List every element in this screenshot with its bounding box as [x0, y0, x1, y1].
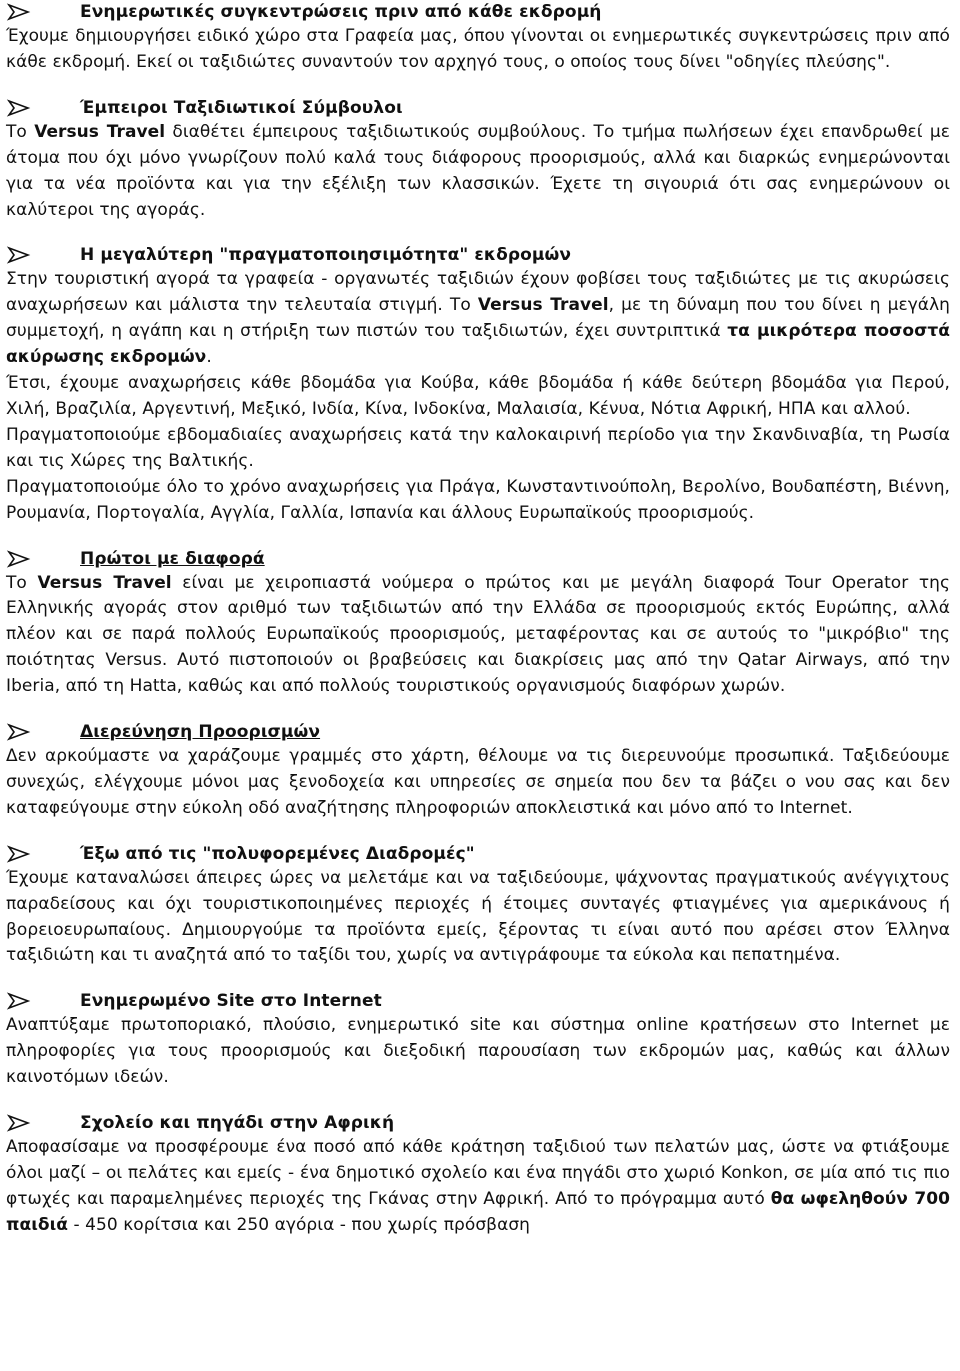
paragraph: Έχουμε δημιουργήσει ειδικό χώρο στα Γραφεία μας, όπου γίνονται οι ενημερωτικές συγκεντρώσεις πριν από κάθε εκδρομή. Εκεί οι ταξιδιώτες συναντούν τον αρχηγό τους, ο οποίος τους δίνει "οδηγίες πλεύσης". [6, 26, 950, 72]
arrow-bullet-icon [6, 992, 32, 1010]
section-heading [6, 243, 950, 267]
paragraph: Το Versus Travel διαθέτει έμπειρους ταξιδιωτικούς συμβούλους. Το τμήμα πωλήσεων έχει επανδρωθεί με άτομα που όχι μόνο γνωρίζουν πολύ καλά τους διάφορους προορισμούς, αλλά και διαρκώς ενημερώνονται για τα νέα προϊόντα και για την εξέλιξη των κλασσικών. Έχετε τη σιγουριά ότι σας ενημερώνουν οι καλύτεροι της αγοράς. [6, 121, 950, 220]
section-first-by-far [6, 547, 950, 701]
section-school-africa [6, 1111, 950, 1239]
brand-name: Versus Travel [477, 295, 609, 316]
section-title: Διερεύνηση Προορισμών [80, 722, 321, 743]
arrow-bullet-icon [6, 99, 32, 117]
section-heading [6, 0, 950, 24]
paragraph: Έχουμε καταναλώσει άπειρες ώρες να μελετάμε και να ταξιδεύουμε, ψάχνοντας πραγματικούς ανέγγιχτους παραδείσους και όχι τουριστικοποιημένες περιοχές ή έτοιμες συνταγές φτιαγμένες για αμερικάνους ή βορειοευρωπαίους. Δημιουργούμε τα προϊόντα εμείς, ξέροντας τι είναι αυτό που αρέσει στον Έλληνα ταξιδιώτη και τι αναζητά από το ταξίδι του, χωρίς να αντιγράφουμε τα εύκολα και πεπατημένα. [6, 867, 950, 966]
section-travel-consultants [6, 96, 950, 224]
section-title: Έξω από τις "πολυφορεμένες Διαδρομές" [80, 843, 475, 864]
section-heading [6, 720, 950, 744]
section-off-beaten-path [6, 842, 950, 970]
paragraph: Αναπτύξαμε πρωτοποριακό, πλούσιο, ενημερωτικό site και σύστημα online κρατήσεων στο Internet με πληροφορίες για τους προορισμούς και διεξοδική παρουσίαση των εκδρομών μας, καθώς και άλλων καινοτόμων ιδεών. [6, 1015, 950, 1088]
arrow-bullet-icon [6, 845, 32, 863]
paragraph: Πραγματοποιούμε εβδομαδιαίες αναχωρήσεις κατά την καλοκαιρινή περίοδο για την Σκανδιναβία, τη Ρωσία και τις Χώρες της Βαλτικής. [6, 424, 950, 471]
section-title: Ενημερωμένο Site στο Internet [80, 991, 382, 1012]
section-destination-research [6, 720, 950, 822]
paragraph: Έτσι, έχουμε αναχωρήσεις κάθε βδομάδα για Κούβα, κάθε βδομάδα ή κάθε δεύτερη βδομάδα για Περού, Χιλή, Βραζιλία, Αργεντινή, Μεξικό, Ινδία, Κίνα, Ινδοκίνα, Μαλαισία, Κένυα, Νότια Αφρική, ΗΠΑ και αλλού. [6, 373, 950, 419]
section-heading [6, 547, 950, 571]
paragraph: Αποφασίσαμε να προσφέρουμε ένα ποσό από κάθε κράτηση ταξιδιού των πελατών μας, ώστε να φτιάξουμε όλοι μαζί – οι πελάτες και εμείς - ένα δημοτικό σχολείο και ένα πηγάδι στο χωριό Konkon, σε μία από τις πιο φτωχές και παραμελημένες περιοχές της Γκάνας στην Αφρική. Από το πρόγραμμα αυτό θα ωφεληθούν 700 παιδιά - 450 κορίτσια και 250 αγόρια - που χωρίς πρόσβαση [6, 1137, 950, 1235]
section-title: Η μεγαλύτερη "πραγματοποιησιμότητα" εκδρομών [80, 245, 572, 266]
arrow-bullet-icon [6, 3, 32, 21]
paragraph: Πραγματοποιούμε όλο το χρόνο αναχωρήσεις για Πράγα, Κωνσταντινούπολη, Βερολίνο, Βουδαπέστη, Βιέννη, Ρουμανία, Πορτογαλία, Αγγλία, Γαλλία, Ισπανία και άλλους Ευρωπαϊκούς προορισμούς. [6, 476, 950, 523]
paragraph: Στην τουριστική αγορά τα γραφεία - οργανωτές ταξιδιών έχουν φοβίσει τους ταξιδιώτες με τις ακυρώσεις αναχωρήσεων και μάλιστα την τελευταία στιγμή. Το Versus Travel, με τη δύναμη που του δίνει η μεγάλη συμμετοχή, η αγάπη και η στήριξη των πιστών του ταξιδιωτών, έχει συντριπτικά τα μικρότερα ποσοστά ακύρωσης εκδρομών. [6, 269, 951, 368]
arrow-bullet-icon [6, 550, 32, 568]
brand-name: Versus Travel [37, 572, 172, 593]
arrow-bullet-icon [6, 1114, 32, 1132]
paragraph: Δεν αρκούμαστε να χαράζουμε γραμμές στο χάρτη, θέλουμε να τις διερευνούμε προσωπικά. Ταξιδεύουμε συνεχώς, ελέγχουμε μόνοι μας ξενοδοχεία και υπηρεσίες σε σημεία που δεν τα βάζει ο νου σας και δεν καταφεύγουμε στην εύκολη οδό αναζήτησης πληροφοριών αποκλειστικά και μόνο από το Internet. [6, 746, 950, 818]
section-title: Σχολείο και πηγάδι στην Αφρική [80, 1113, 395, 1134]
section-heading [6, 1111, 950, 1135]
section-guaranteed-departures [6, 243, 950, 526]
section-title: Ενημερωτικές συγκεντρώσεις πριν από κάθε εκδρομή [80, 2, 602, 22]
arrow-bullet-icon [6, 723, 32, 741]
section-internet-site [6, 989, 950, 1091]
brand-name: Versus Travel [34, 121, 166, 142]
section-title: Έμπειροι Ταξιδιωτικοί Σύμβουλοι [80, 97, 403, 118]
arrow-bullet-icon [6, 246, 32, 264]
highlight-text: τα μικρότερα ποσοστά ακύρωσης εκδρομών [6, 321, 951, 368]
section-heading [6, 989, 950, 1013]
highlight-text: θα ωφεληθούν 700 παιδιά [6, 1188, 950, 1235]
section-title: Πρώτοι με διαφορά [80, 548, 265, 569]
paragraph: Το Versus Travel είναι με χειροπιαστά νούμερα ο πρώτος και με μεγάλη διαφορά Tour Operator της Ελληνικής αγοράς στον αριθμό των ταξιδιωτών από την Ελλάδα σε προορισμούς εκτός Ευρώπης, αλλά πλέον και σε παρά πολλούς Ευρωπαϊκούς προορισμούς, μεταφέροντας και σε αυτούς το "μικρόβιο" της ποιότητας Versus. Αυτό πιστοποιούν οι βραβεύσεις και διακρίσεις μας από την Qatar Airways, από την Iberia, από τη Hatta, καθώς και από πολλούς τουριστικούς οργανισμούς διαφόρων χωρών. [6, 572, 950, 697]
section-briefings [6, 0, 950, 76]
section-heading [6, 842, 950, 866]
section-heading [6, 96, 950, 120]
